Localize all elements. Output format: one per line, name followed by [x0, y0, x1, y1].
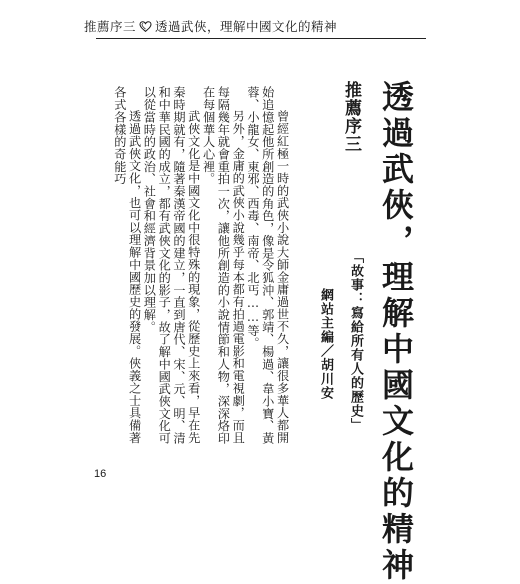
body-text: [112, 86, 290, 448]
paragraph: 另外，金庸的武俠小說幾乎每本都有拍過電影和電視劇，而且每隔幾年就會重拍一次，讓他所創造的小說情節和人物，深深烙印在每個華人心裡。: [201, 86, 246, 445]
author-attribution: [310, 250, 370, 440]
paragraph: 曾經紅極一時的武俠小說大師金庸過世不久，讓很多華人都開始追憶起他所創造的角色，像是令狐沖、郭靖、楊過、韋小寶、黃蓉、小龍女、東邪、西毒、南帝、北丐……等。: [245, 86, 290, 445]
running-header: [84, 17, 337, 35]
chapter-title: 透過武俠，理解中國文化的精神: [377, 80, 415, 584]
section-label: 推薦序三: [341, 81, 361, 153]
paragraph: 透過武俠文化，也可以理解中國歷史的發展。俠義之士具備著各式各樣的奇能巧: [112, 86, 142, 444]
running-header-section: 推薦序三: [84, 19, 137, 34]
running-header-title: 透過武俠，理解中國文化的精神: [155, 19, 338, 34]
source-website-label: 「故事：寫給所有人的歷史」: [348, 250, 363, 432]
author-name: 網站主編／胡川安: [318, 288, 333, 400]
header-divider: [96, 38, 426, 39]
page-number: 16: [94, 468, 107, 480]
paragraph: 武俠文化是中國文化中很特殊的現象，從歷史上來看，早在先秦時期就有，隨著秦漢帝國的建立，一直到唐代、宋、元、明、清和中華民國的成立，都有武俠文化的影子，故了解中國武俠文化可以從當時的政治、社會和經濟背景加以理解。: [142, 86, 201, 445]
heart-icon: [139, 21, 152, 32]
